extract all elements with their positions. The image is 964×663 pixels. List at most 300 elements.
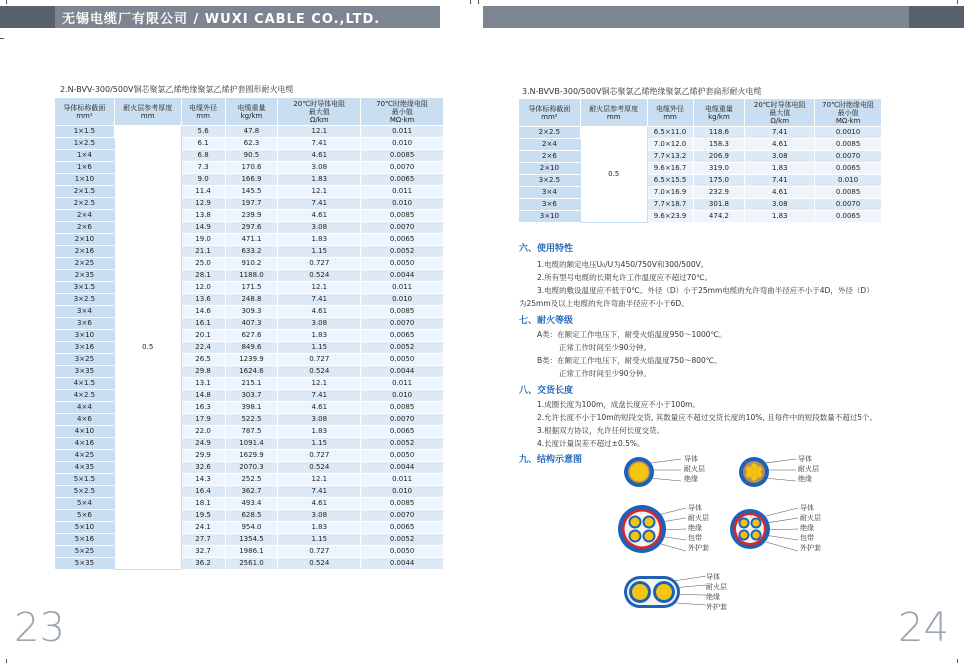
- section8-title: 八、交货长度: [519, 386, 574, 396]
- cross-section-cell: 2×1.5: [55, 186, 115, 198]
- value-cell: 4.61: [278, 498, 361, 510]
- value-cell: 7.41: [278, 390, 361, 402]
- value-cell: 13.6: [181, 294, 225, 306]
- value-cell: 12.1: [278, 186, 361, 198]
- value-cell: 24.1: [181, 522, 225, 534]
- value-cell: 0.0065: [815, 211, 882, 223]
- value-cell: 90.5: [225, 150, 278, 162]
- value-cell: 14.9: [181, 222, 225, 234]
- value-cell: 13.1: [181, 378, 225, 390]
- cross-section-cell: 3×2.5: [519, 175, 581, 187]
- table-header-cell: [815, 99, 882, 127]
- cross-section-cell: 3×6: [55, 318, 115, 330]
- value-cell: 0.524: [278, 366, 361, 378]
- value-cell: 32.7: [181, 546, 225, 558]
- value-cell: 2561.0: [225, 558, 278, 570]
- header-text: mm: [606, 112, 621, 121]
- value-cell: 0.011: [361, 186, 444, 198]
- value-cell: 0.010: [361, 486, 444, 498]
- value-cell: 0.0065: [361, 174, 444, 186]
- table-row: [55, 318, 444, 330]
- label-tape: 包带: [800, 534, 814, 542]
- section7-line: 正常工作时间至少90分钟。: [559, 343, 652, 352]
- table-row: [519, 139, 882, 151]
- structure-diagram-single-core: [621, 454, 681, 490]
- value-cell: 0.010: [361, 198, 444, 210]
- section8-line: 2.允许长度不小于10m的短段交货, 其数量应不超过交货长度的10%, 且每件中的短段数量不超过5个。: [537, 413, 877, 422]
- header-text: Ω/km: [770, 116, 790, 125]
- value-cell: 25.0: [181, 258, 225, 270]
- value-cell: 16.3: [181, 402, 225, 414]
- value-cell: 239.9: [225, 210, 278, 222]
- value-cell: 0.0050: [361, 450, 444, 462]
- section6-line: 2.所有型号电缆的长期允许工作温度应不超过70℃。: [537, 273, 713, 282]
- crop-mark: [6, 659, 7, 663]
- section7-title: 七、耐火等级: [519, 316, 574, 326]
- table-header-cell: [580, 99, 647, 127]
- value-cell: 22.0: [181, 426, 225, 438]
- header-text: MΩ·km: [389, 115, 415, 124]
- value-cell: 0.011: [361, 378, 444, 390]
- value-cell: 910.2: [225, 258, 278, 270]
- table-row: [519, 187, 882, 199]
- value-cell: 7.7×13.2: [647, 151, 693, 163]
- value-cell: 3.08: [745, 151, 815, 163]
- cross-section-cell: 3×25: [55, 354, 115, 366]
- table-header-cell: [745, 99, 815, 127]
- company-title: 无锡电缆厂有限公司 / WUXI CABLE CO.,LTD.: [62, 12, 381, 27]
- table-header-cell: [278, 98, 361, 126]
- table-row: [519, 211, 882, 223]
- value-cell: 0.0065: [361, 234, 444, 246]
- value-cell: 158.3: [693, 139, 745, 151]
- header-text: 20℃时导体电阻: [753, 100, 806, 109]
- header-text: 最小值: [837, 108, 859, 117]
- header-text: MΩ·km: [835, 116, 861, 125]
- value-cell: 19.5: [181, 510, 225, 522]
- table-row: [55, 342, 444, 354]
- structure-diagram-stranded-core: [736, 454, 796, 490]
- table-row: [519, 151, 882, 163]
- value-cell: 0.0070: [361, 222, 444, 234]
- value-cell: 248.8: [225, 294, 278, 306]
- value-cell: 0.0070: [361, 162, 444, 174]
- value-cell: 16.4: [181, 486, 225, 498]
- value-cell: 849.6: [225, 342, 278, 354]
- value-cell: 4.61: [278, 150, 361, 162]
- value-cell: 0.011: [361, 474, 444, 486]
- diagram3-labels: [688, 503, 709, 553]
- table-row: [55, 378, 444, 390]
- table-row: [55, 174, 444, 186]
- header-text: kg/km: [240, 111, 263, 120]
- cross-section-cell: 5×6: [55, 510, 115, 522]
- page-number-left: 23: [14, 605, 65, 651]
- header-text: mm: [196, 111, 210, 120]
- section9-title: 九、结构示意图: [519, 455, 583, 465]
- label-conductor: 导体: [706, 573, 720, 581]
- value-cell: 14.3: [181, 474, 225, 486]
- header-text: mm: [140, 111, 155, 120]
- section8-line: 4.长度计量误差不超过±0.5%。: [537, 439, 645, 448]
- value-cell: 0.010: [361, 390, 444, 402]
- value-cell: 145.5: [225, 186, 278, 198]
- header-text: 电缆重量: [237, 103, 266, 112]
- structure-diagram-multicore-sheathed: [616, 502, 686, 556]
- table-row: [55, 462, 444, 474]
- cross-section-cell: 2×25: [55, 258, 115, 270]
- table-row: [55, 534, 444, 546]
- cross-section-cell: 3×2.5: [55, 294, 115, 306]
- value-cell: 297.6: [225, 222, 278, 234]
- table-header-cell: [225, 98, 278, 126]
- header-text: 70℃时绝缘电阻: [822, 100, 874, 109]
- table-row: [519, 199, 882, 211]
- value-cell: 1.15: [278, 246, 361, 258]
- table-row: [519, 175, 882, 187]
- value-cell: 18.1: [181, 498, 225, 510]
- value-cell: 0.0052: [361, 246, 444, 258]
- value-cell: 4.61: [278, 210, 361, 222]
- value-cell: 22.4: [181, 342, 225, 354]
- table-row: [55, 486, 444, 498]
- cross-section-cell: 4×4: [55, 402, 115, 414]
- section7-line: A类：在额定工作电压下，耐受火焰温度950～1000℃。: [537, 330, 727, 339]
- thickness-cell: 0.5: [580, 127, 647, 223]
- value-cell: 0.0070: [361, 510, 444, 522]
- value-cell: 9.6×16.7: [647, 163, 693, 175]
- value-cell: 1188.0: [225, 270, 278, 282]
- table-row: [55, 246, 444, 258]
- table-row: [519, 127, 882, 139]
- structure-diagram-flat-cable: [622, 572, 706, 612]
- value-cell: 0.010: [361, 294, 444, 306]
- section7-line: B类：在额定工作电压下，耐受火焰温度750～800℃。: [537, 356, 722, 365]
- table-header-cell: [693, 99, 745, 127]
- table-row: [55, 270, 444, 282]
- value-cell: 0.524: [278, 558, 361, 570]
- value-cell: 1.83: [278, 174, 361, 186]
- value-cell: 62.3: [225, 138, 278, 150]
- value-cell: 0.0065: [815, 163, 882, 175]
- value-cell: 7.41: [278, 198, 361, 210]
- value-cell: 1.83: [278, 522, 361, 534]
- value-cell: 0.0052: [361, 438, 444, 450]
- value-cell: 522.5: [225, 414, 278, 426]
- value-cell: 0.727: [278, 546, 361, 558]
- value-cell: 7.41: [745, 175, 815, 187]
- value-cell: 32.6: [181, 462, 225, 474]
- table1-title: 2.N-BVV-300/500V铜芯聚氯乙烯绝缘聚氯乙烯护套圆形耐火电缆: [60, 85, 294, 94]
- header-text: 20℃时导体电阻: [293, 99, 346, 108]
- cross-section-cell: 4×10: [55, 426, 115, 438]
- section6-title: 六、使用特性: [519, 244, 574, 254]
- value-cell: 14.6: [181, 306, 225, 318]
- header-bar-left: [0, 6, 440, 28]
- table-row: [55, 222, 444, 234]
- cross-section-cell: 1×4: [55, 150, 115, 162]
- label-insulation: 绝缘: [684, 475, 698, 483]
- cross-section-cell: 3×4: [519, 187, 581, 199]
- section6-line: 3.电缆的敷设温度应不低于0℃。外径（D）小于25mm电缆的允许弯曲半径应不小于4D，外径（D）: [537, 286, 874, 295]
- label-conductor: 导体: [688, 504, 702, 512]
- value-cell: 1091.4: [225, 438, 278, 450]
- value-cell: 175.0: [693, 175, 745, 187]
- cross-section-cell: 5×1.5: [55, 474, 115, 486]
- label-insulation: 绝缘: [688, 524, 702, 532]
- value-cell: 206.9: [693, 151, 745, 163]
- section8-line: 1.成圈长度为100m，成盘长度应不小于100m。: [537, 400, 700, 409]
- value-cell: 7.41: [745, 127, 815, 139]
- value-cell: 0.011: [361, 282, 444, 294]
- header-text: 电缆外径: [656, 104, 685, 113]
- label-conductor: 导体: [798, 455, 812, 463]
- table-row: [55, 510, 444, 522]
- header-text: 耐火层参考厚度: [589, 104, 639, 113]
- table-row: [55, 306, 444, 318]
- value-cell: 0.0050: [361, 258, 444, 270]
- value-cell: 1986.1: [225, 546, 278, 558]
- value-cell: 16.1: [181, 318, 225, 330]
- value-cell: 2070.3: [225, 462, 278, 474]
- value-cell: 7.41: [278, 138, 361, 150]
- section8-line: 3.根据双方协议，允许任何长度交货。: [537, 426, 665, 435]
- value-cell: 232.9: [693, 187, 745, 199]
- value-cell: 29.8: [181, 366, 225, 378]
- value-cell: 0.0085: [361, 150, 444, 162]
- header-text: mm²: [76, 111, 93, 120]
- value-cell: 0.010: [361, 138, 444, 150]
- value-cell: 7.0×16.9: [647, 187, 693, 199]
- diagram2-labels: [798, 454, 819, 484]
- value-cell: 362.7: [225, 486, 278, 498]
- table-row: [55, 258, 444, 270]
- value-cell: 4.61: [278, 306, 361, 318]
- label-fire-layer: 耐火层: [706, 583, 727, 591]
- value-cell: 0.0070: [361, 318, 444, 330]
- value-cell: 7.7×18.7: [647, 199, 693, 211]
- value-cell: 4.61: [745, 139, 815, 151]
- value-cell: 47.8: [225, 126, 278, 138]
- value-cell: 0.0085: [361, 402, 444, 414]
- value-cell: 12.9: [181, 198, 225, 210]
- table-row: [55, 330, 444, 342]
- label-fire-layer: 耐火层: [684, 465, 705, 473]
- crop-mark: [470, 0, 471, 4]
- value-cell: 166.9: [225, 174, 278, 186]
- value-cell: 252.5: [225, 474, 278, 486]
- table-row: [55, 474, 444, 486]
- table2-title: 3.N-BVVB-300/500V铜芯聚氯乙烯绝缘聚氯乙烯护套扁形耐火电缆: [522, 87, 762, 96]
- value-cell: 0.0085: [361, 306, 444, 318]
- value-cell: 0.0044: [361, 270, 444, 282]
- header-text: Ω/km: [310, 115, 329, 124]
- value-cell: 1629.9: [225, 450, 278, 462]
- cross-section-cell: 2×4: [519, 139, 581, 151]
- value-cell: 474.2: [693, 211, 745, 223]
- value-cell: 24.9: [181, 438, 225, 450]
- value-cell: 0.0010: [815, 127, 882, 139]
- value-cell: 493.4: [225, 498, 278, 510]
- cross-section-cell: 4×6: [55, 414, 115, 426]
- value-cell: 0.727: [278, 354, 361, 366]
- table-row: [55, 426, 444, 438]
- header-text: 电缆外径: [189, 103, 218, 112]
- table2: [518, 98, 882, 223]
- cross-section-cell: 2×10: [519, 163, 581, 175]
- value-cell: 11.4: [181, 186, 225, 198]
- cross-section-cell: 2×10: [55, 234, 115, 246]
- header-text: mm: [663, 112, 677, 121]
- label-fire-layer: 耐火层: [798, 465, 819, 473]
- value-cell: 1624.6: [225, 366, 278, 378]
- value-cell: 0.0065: [361, 330, 444, 342]
- table-header-cell: [114, 98, 181, 126]
- diagram5-labels: [706, 572, 727, 612]
- value-cell: 27.7: [181, 534, 225, 546]
- cross-section-cell: 2×6: [519, 151, 581, 163]
- value-cell: 954.0: [225, 522, 278, 534]
- value-cell: 787.5: [225, 426, 278, 438]
- label-conductor: 导体: [684, 455, 698, 463]
- value-cell: 309.3: [225, 306, 278, 318]
- cross-section-cell: 5×2.5: [55, 486, 115, 498]
- value-cell: 9.6×23.9: [647, 211, 693, 223]
- section6-line: 1.电缆的额定电压U₀/U为450/750V和300/500V。: [537, 260, 709, 269]
- table1: [54, 97, 444, 570]
- cross-section-cell: 5×4: [55, 498, 115, 510]
- value-cell: 1.83: [745, 163, 815, 175]
- value-cell: 7.41: [278, 486, 361, 498]
- table-row: [55, 546, 444, 558]
- value-cell: 7.41: [278, 294, 361, 306]
- cross-section-cell: 2×2.5: [519, 127, 581, 139]
- value-cell: 0.524: [278, 270, 361, 282]
- value-cell: 1239.9: [225, 354, 278, 366]
- header-block: [909, 6, 964, 28]
- label-fire-layer: 耐火层: [688, 514, 709, 522]
- header-text: 耐火层参考厚度: [123, 103, 173, 112]
- cross-section-cell: 2×4: [55, 210, 115, 222]
- table-row: [55, 438, 444, 450]
- value-cell: 407.3: [225, 318, 278, 330]
- value-cell: 0.0065: [361, 522, 444, 534]
- value-cell: 36.2: [181, 558, 225, 570]
- cross-section-cell: 1×10: [55, 174, 115, 186]
- value-cell: 303.7: [225, 390, 278, 402]
- header-text: 最大值: [769, 108, 791, 117]
- cross-section-cell: 3×1.5: [55, 282, 115, 294]
- value-cell: 398.1: [225, 402, 278, 414]
- table-row: [55, 498, 444, 510]
- value-cell: 14.8: [181, 390, 225, 402]
- label-insulation: 绝缘: [800, 524, 814, 532]
- table-header-cell: [647, 99, 693, 127]
- cross-section-cell: 2×2.5: [55, 198, 115, 210]
- table-row: [55, 354, 444, 366]
- value-cell: 0.0044: [361, 366, 444, 378]
- cross-section-cell: 3×16: [55, 342, 115, 354]
- header-bar-right: [483, 6, 964, 28]
- label-insulation: 绝缘: [798, 475, 812, 483]
- cross-section-cell: 2×16: [55, 246, 115, 258]
- value-cell: 7.3: [181, 162, 225, 174]
- value-cell: 20.1: [181, 330, 225, 342]
- header-text: mm²: [541, 112, 558, 121]
- table-row: [55, 150, 444, 162]
- table-row: [55, 138, 444, 150]
- value-cell: 0.0085: [361, 210, 444, 222]
- value-cell: 12.1: [278, 126, 361, 138]
- cross-section-cell: 1×2.5: [55, 138, 115, 150]
- value-cell: 215.1: [225, 378, 278, 390]
- table-row: [519, 163, 882, 175]
- value-cell: 12.0: [181, 282, 225, 294]
- value-cell: 3.08: [278, 318, 361, 330]
- crop-mark: [6, 0, 7, 4]
- cross-section-cell: 1×6: [55, 162, 115, 174]
- header-block: [0, 6, 55, 28]
- value-cell: 0.727: [278, 450, 361, 462]
- value-cell: 9.0: [181, 174, 225, 186]
- label-outer-sheath: 外护套: [800, 544, 821, 552]
- crop-mark: [957, 0, 958, 4]
- cross-section-cell: 5×25: [55, 546, 115, 558]
- value-cell: 4.61: [745, 187, 815, 199]
- page-number-right: 24: [898, 605, 949, 651]
- value-cell: 12.1: [278, 474, 361, 486]
- value-cell: 12.1: [278, 282, 361, 294]
- value-cell: 1.83: [745, 211, 815, 223]
- cross-section-cell: 3×4: [55, 306, 115, 318]
- cross-section-cell: 4×1.5: [55, 378, 115, 390]
- value-cell: 0.0070: [815, 151, 882, 163]
- table-row: [55, 294, 444, 306]
- cross-section-cell: 3×6: [519, 199, 581, 211]
- table-row: [55, 390, 444, 402]
- value-cell: 0.0044: [361, 558, 444, 570]
- value-cell: 0.0070: [815, 199, 882, 211]
- label-conductor: 导体: [800, 504, 814, 512]
- value-cell: 0.0044: [361, 462, 444, 474]
- cross-section-cell: 3×10: [55, 330, 115, 342]
- value-cell: 3.08: [278, 414, 361, 426]
- header-text: 导体标称截面: [63, 103, 106, 112]
- cross-section-cell: 3×10: [519, 211, 581, 223]
- value-cell: 0.0050: [361, 354, 444, 366]
- value-cell: 471.1: [225, 234, 278, 246]
- header-text: kg/km: [708, 112, 730, 121]
- diagram4-labels: [800, 503, 821, 553]
- value-cell: 28.1: [181, 270, 225, 282]
- value-cell: 118.6: [693, 127, 745, 139]
- value-cell: 0.524: [278, 462, 361, 474]
- header-text: 导体标称截面: [528, 104, 571, 113]
- table-row: [55, 450, 444, 462]
- value-cell: 6.5×11.0: [647, 127, 693, 139]
- label-tape: 包带: [688, 534, 702, 542]
- header-text: 电缆重量: [704, 104, 733, 113]
- value-cell: 0.0065: [361, 426, 444, 438]
- value-cell: 6.8: [181, 150, 225, 162]
- table-row: [55, 234, 444, 246]
- value-cell: 1.83: [278, 330, 361, 342]
- value-cell: 1.15: [278, 438, 361, 450]
- value-cell: 13.8: [181, 210, 225, 222]
- table-header-cell: [181, 98, 225, 126]
- value-cell: 12.1: [278, 378, 361, 390]
- cross-section-cell: 5×35: [55, 558, 115, 570]
